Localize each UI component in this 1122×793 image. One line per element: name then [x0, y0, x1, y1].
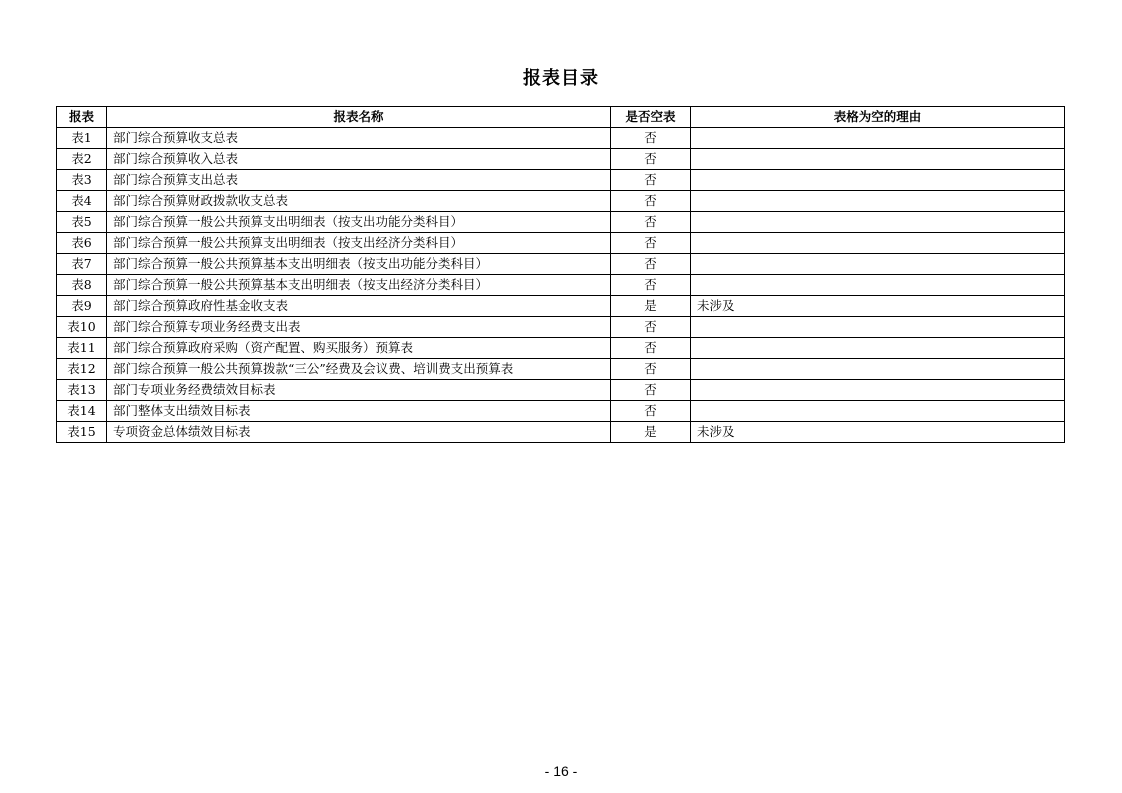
report-no-cell: 表10 [57, 317, 107, 338]
is-empty-cell: 否 [611, 359, 691, 380]
report-name-cell: 部门综合预算政府采购（资产配置、购买服务）预算表 [107, 338, 611, 359]
report-no-cell: 表14 [57, 401, 107, 422]
table-row [57, 275, 1065, 296]
header-report-name: 报表名称 [107, 107, 611, 128]
header-empty-reason: 表格为空的理由 [691, 107, 1065, 128]
report-name-cell: 部门整体支出绩效目标表 [107, 401, 611, 422]
page-title: 报表目录 [523, 68, 599, 89]
report-catalog-table [56, 106, 1065, 443]
empty-reason-cell [691, 191, 1065, 212]
empty-reason-cell [691, 233, 1065, 254]
is-empty-cell: 否 [611, 191, 691, 212]
is-empty-cell: 否 [611, 149, 691, 170]
report-name-cell: 部门综合预算一般公共预算支出明细表（按支出经济分类科目） [107, 233, 611, 254]
table-row [57, 233, 1065, 254]
is-empty-cell: 否 [611, 401, 691, 422]
report-no-cell: 表13 [57, 380, 107, 401]
report-no-cell: 表3 [57, 170, 107, 191]
table-row [57, 380, 1065, 401]
empty-reason-cell [691, 170, 1065, 191]
empty-reason-cell [691, 317, 1065, 338]
table-body [57, 128, 1065, 443]
table-row [57, 128, 1065, 149]
report-no-cell: 表12 [57, 359, 107, 380]
table-row [57, 254, 1065, 275]
is-empty-cell: 否 [611, 170, 691, 191]
is-empty-cell: 否 [611, 380, 691, 401]
table-row [57, 359, 1065, 380]
table-row [57, 317, 1065, 338]
table-header-row [57, 107, 1065, 128]
report-name-cell: 部门综合预算收支总表 [107, 128, 611, 149]
report-no-cell: 表9 [57, 296, 107, 317]
empty-reason-cell [691, 401, 1065, 422]
report-name-cell: 部门综合预算收入总表 [107, 149, 611, 170]
is-empty-cell: 否 [611, 233, 691, 254]
empty-reason-cell [691, 380, 1065, 401]
empty-reason-cell [691, 212, 1065, 233]
empty-reason-cell [691, 359, 1065, 380]
is-empty-cell: 是 [611, 422, 691, 443]
table-row [57, 191, 1065, 212]
is-empty-cell: 否 [611, 128, 691, 149]
header-is-empty: 是否空表 [611, 107, 691, 128]
table-row [57, 401, 1065, 422]
report-name-cell: 部门综合预算一般公共预算支出明细表（按支出功能分类科目） [107, 212, 611, 233]
empty-reason-cell [691, 338, 1065, 359]
page-number: - 16 - [544, 763, 578, 779]
empty-reason-cell [691, 128, 1065, 149]
empty-reason-cell: 未涉及 [691, 422, 1065, 443]
table-row [57, 338, 1065, 359]
report-name-cell: 部门综合预算专项业务经费支出表 [107, 317, 611, 338]
is-empty-cell: 否 [611, 275, 691, 296]
table-row [57, 149, 1065, 170]
table-row [57, 422, 1065, 443]
report-no-cell: 表1 [57, 128, 107, 149]
report-no-cell: 表6 [57, 233, 107, 254]
report-name-cell: 部门综合预算支出总表 [107, 170, 611, 191]
report-no-cell: 表11 [57, 338, 107, 359]
report-name-cell: 部门综合预算一般公共预算拨款“三公”经费及会议费、培训费支出预算表 [107, 359, 611, 380]
is-empty-cell: 否 [611, 317, 691, 338]
report-no-cell: 表2 [57, 149, 107, 170]
table-row [57, 296, 1065, 317]
is-empty-cell: 否 [611, 254, 691, 275]
empty-reason-cell [691, 149, 1065, 170]
report-no-cell: 表4 [57, 191, 107, 212]
report-name-cell: 部门综合预算一般公共预算基本支出明细表（按支出经济分类科目） [107, 275, 611, 296]
empty-reason-cell: 未涉及 [691, 296, 1065, 317]
report-name-cell: 部门综合预算一般公共预算基本支出明细表（按支出功能分类科目） [107, 254, 611, 275]
report-no-cell: 表7 [57, 254, 107, 275]
report-no-cell: 表15 [57, 422, 107, 443]
is-empty-cell: 否 [611, 212, 691, 233]
table-row [57, 170, 1065, 191]
report-name-cell: 专项资金总体绩效目标表 [107, 422, 611, 443]
header-report-no: 报表 [57, 107, 107, 128]
table-row [57, 212, 1065, 233]
is-empty-cell: 否 [611, 338, 691, 359]
is-empty-cell: 是 [611, 296, 691, 317]
report-name-cell: 部门专项业务经费绩效目标表 [107, 380, 611, 401]
empty-reason-cell [691, 254, 1065, 275]
report-name-cell: 部门综合预算政府性基金收支表 [107, 296, 611, 317]
report-no-cell: 表5 [57, 212, 107, 233]
report-name-cell: 部门综合预算财政拨款收支总表 [107, 191, 611, 212]
report-no-cell: 表8 [57, 275, 107, 296]
empty-reason-cell [691, 275, 1065, 296]
